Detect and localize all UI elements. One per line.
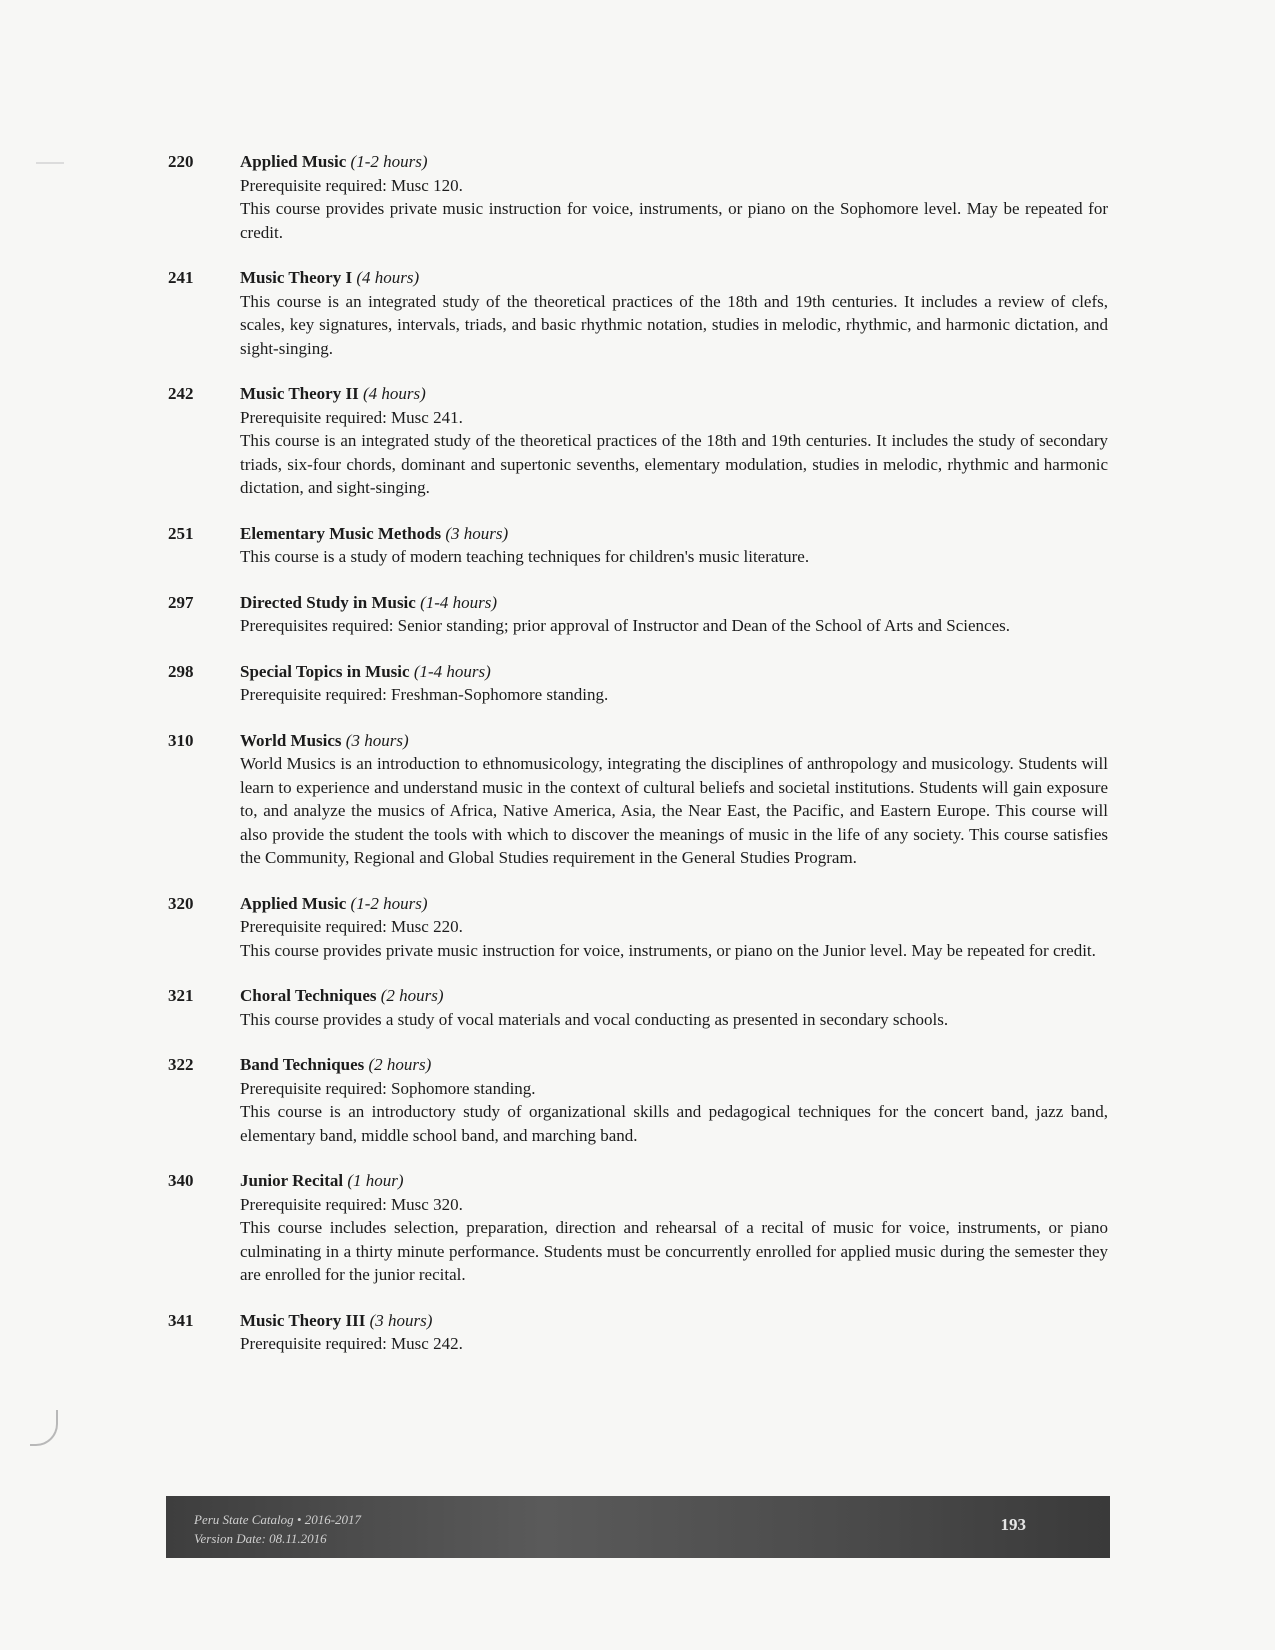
course-prerequisite: Prerequisite required: Musc 242. xyxy=(240,1334,463,1353)
course-description: This course is an integrated study of the theoretical practices of the 18th and 19th centuries. It includes a review of clefs, scales, key signatures, intervals, triads, and basic rhythmic notation, studies in melodic, rhythmic, and harmonic dictation, and sight-singing. xyxy=(240,291,1108,358)
course-prerequisite: Prerequisites required: Senior standing; prior approval of Instructor and Dean of the School of Arts and Sciences. xyxy=(240,616,1010,635)
course-hours: (4 hours) xyxy=(356,268,420,287)
course-code: 297 xyxy=(168,592,194,612)
course-hours: (1-4 hours) xyxy=(420,592,498,612)
course-body xyxy=(240,591,1108,638)
course-description: This course provides private music instruction for voice, instruments, or piano on the Sophomore level. May be repeated for credit. xyxy=(240,199,1108,242)
course-description: This course is an integrated study of the theoretical practices of the 18th and 19th centuries. It includes the study of secondary triads, six-four chords, dominant and supertonic sevenths, elementary modulation, studies in melodic, rhythmic and harmonic dictation, and sight-singing. xyxy=(240,431,1108,497)
course-entry xyxy=(168,984,1108,1031)
course-hours: (3 hours) xyxy=(345,730,409,750)
course-title-line xyxy=(240,660,1108,684)
margin-mark-top xyxy=(36,162,64,164)
course-title-line xyxy=(240,522,1108,546)
margin-mark-bottom xyxy=(30,1410,58,1446)
course-title: Special Topics in Music xyxy=(240,661,410,681)
course-prerequisite: Prerequisite required: Sophomore standing. xyxy=(240,1078,536,1098)
footer-version: Version Date: 08.11.2016 xyxy=(194,1531,327,1546)
course-entry xyxy=(168,522,1108,569)
course-prerequisite: Prerequisite required: Musc 241. xyxy=(240,407,463,427)
course-title: Music Theory III xyxy=(240,1310,366,1330)
course-title: World Musics xyxy=(240,730,342,750)
course-description: World Musics is an introduction to ethnomusicology, integrating the disciplines of anthropology and musicology. Students will learn to experience and understand music in the context of cultural beliefs and societal institutions. Students will gain exposure to, and analyze the musics of Africa, Native America, Asia, the Near East, the Pacific, and Eastern Europe. This course will also provide the student the tools with which to discover the meanings of music in the life of any society. This course satisfies the Community, Regional and Global Studies requirement in the General Studies Program. xyxy=(240,754,1108,867)
course-entry xyxy=(168,892,1108,963)
course-code: 242 xyxy=(168,384,194,403)
course-title: Directed Study in Music xyxy=(240,592,416,612)
page-footer xyxy=(166,1496,1110,1558)
course-body xyxy=(240,1169,1108,1287)
course-title-line xyxy=(240,1309,1108,1333)
course-body xyxy=(240,660,1108,707)
course-body xyxy=(240,266,1108,360)
course-title: Applied Music xyxy=(240,893,347,913)
course-entry xyxy=(168,1309,1108,1356)
course-title-line xyxy=(240,1169,1108,1193)
course-body xyxy=(240,984,1108,1031)
course-body xyxy=(240,522,1108,569)
course-entry xyxy=(168,591,1108,638)
course-title-line xyxy=(240,266,1108,290)
course-entry xyxy=(168,1053,1108,1147)
course-entry xyxy=(168,150,1108,244)
course-prerequisite: Prerequisite required: Freshman-Sophomore standing. xyxy=(240,685,609,704)
course-code: 241 xyxy=(168,268,194,287)
course-code: 220 xyxy=(168,152,194,171)
course-code: 340 xyxy=(168,1171,194,1190)
course-code: 298 xyxy=(168,661,194,681)
course-title: Band Techniques xyxy=(240,1055,365,1074)
course-description: This course is an introductory study of organizational skills and pedagogical techniques for the concert band, jazz band, elementary band, middle school band, and marching band. xyxy=(240,1102,1108,1145)
course-hours: (2 hours) xyxy=(380,986,444,1005)
course-code: 251 xyxy=(168,523,194,543)
course-prerequisite: Prerequisite required: Musc 220. xyxy=(240,917,463,936)
course-title: Elementary Music Methods xyxy=(240,523,442,543)
course-body xyxy=(240,729,1108,870)
course-title: Junior Recital xyxy=(240,1171,344,1190)
course-title-line xyxy=(240,892,1108,916)
course-body xyxy=(240,892,1108,963)
course-prerequisite: Prerequisite required: Musc 120. xyxy=(240,175,463,195)
course-entry xyxy=(168,382,1108,500)
course-hours: (1-2 hours) xyxy=(350,893,428,913)
course-body xyxy=(240,1309,1108,1356)
course-title-line xyxy=(240,984,1108,1008)
course-code: 320 xyxy=(168,893,194,913)
course-title-line xyxy=(240,729,1108,753)
course-title: Music Theory II xyxy=(240,384,359,403)
course-title-line xyxy=(240,1053,1108,1077)
course-description: This course is a study of modern teaching techniques for children's music literature. xyxy=(240,547,810,566)
course-entry xyxy=(168,729,1108,870)
course-entry xyxy=(168,660,1108,707)
course-code: 310 xyxy=(168,730,194,750)
course-hours: (3 hours) xyxy=(445,523,509,543)
course-code: 341 xyxy=(168,1310,194,1330)
course-title-line xyxy=(240,591,1108,615)
course-hours: (1-2 hours) xyxy=(350,152,428,171)
course-hours: (1-4 hours) xyxy=(413,661,491,681)
footer-catalog: Peru State Catalog • 2016-2017 xyxy=(194,1512,362,1527)
course-code: 321 xyxy=(168,986,194,1005)
course-body xyxy=(240,150,1108,244)
course-description: This course provides a study of vocal materials and vocal conducting as presented in secondary schools. xyxy=(240,1009,949,1029)
course-hours: (3 hours) xyxy=(369,1310,433,1330)
course-title: Applied Music xyxy=(240,152,347,171)
course-entry xyxy=(168,266,1108,360)
course-prerequisite: Prerequisite required: Musc 320. xyxy=(240,1194,463,1214)
course-description: This course provides private music instruction for voice, instruments, or piano on the Junior level. May be repeated for credit. xyxy=(240,940,1096,960)
course-list xyxy=(168,150,1108,1378)
course-title-line xyxy=(240,150,1108,174)
course-hours: (1 hour) xyxy=(347,1171,404,1190)
course-body xyxy=(240,382,1108,500)
course-hours: (2 hours) xyxy=(368,1055,432,1074)
course-title: Choral Techniques xyxy=(240,986,377,1005)
footer-meta xyxy=(194,1510,361,1548)
page-number: 193 xyxy=(1000,1515,1026,1534)
course-title-line xyxy=(240,382,1108,406)
course-description: This course includes selection, preparation, direction and rehearsal of a recital of music for voice, instruments, or piano culminating in a thirty minute performance. Students must be concurrently enrolled for applied music during the semester they are enrolled for the junior recital. xyxy=(240,1218,1108,1284)
course-entry xyxy=(168,1169,1108,1287)
course-code: 322 xyxy=(168,1055,194,1074)
course-title: Music Theory I xyxy=(240,268,353,287)
course-hours: (4 hours) xyxy=(362,384,426,403)
course-body xyxy=(240,1053,1108,1147)
